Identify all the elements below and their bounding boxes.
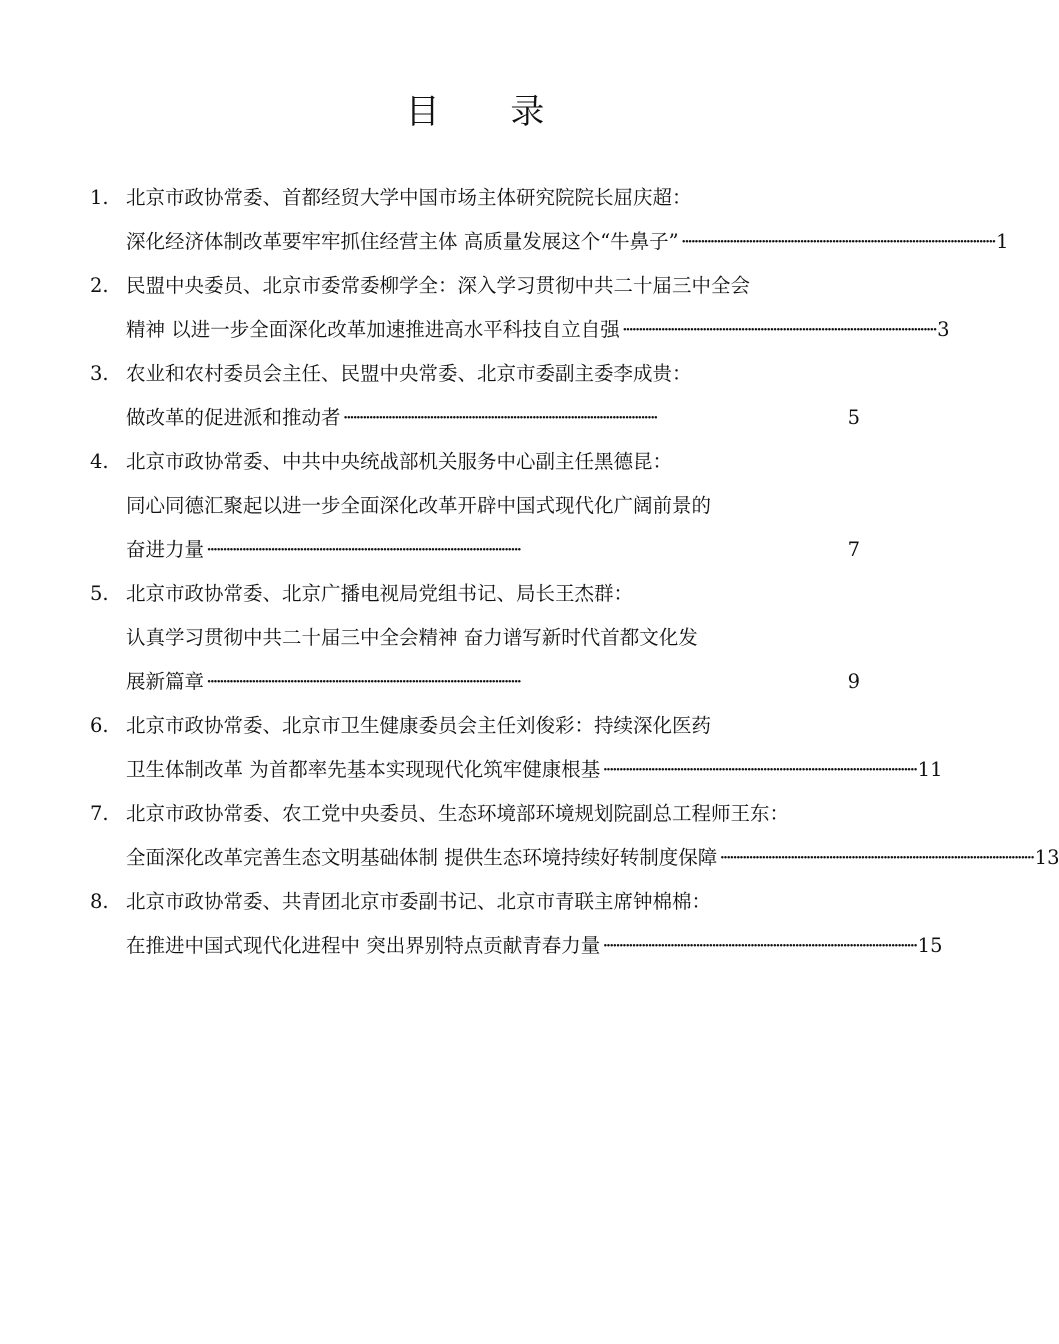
dot-leader: ·································································································· <box>206 670 520 693</box>
toc-entry-1-heading[interactable] <box>90 176 860 220</box>
dot-leader: ·································································································· <box>602 758 916 781</box>
dot-leader: ·································································································· <box>621 318 936 341</box>
toc-entry-title: 深化经济体制改革要牢牢抓住经营主体 高质量发展这个“牛鼻子” <box>126 230 679 253</box>
toc-entry-5-title-line[interactable] <box>90 616 860 660</box>
toc-page-number: 3 <box>937 318 950 341</box>
toc-entry-7-heading[interactable] <box>90 792 860 836</box>
toc-entry-title-line: 认真学习贯彻中共二十届三中全会精神 奋力谱写新时代首都文化发 <box>126 626 698 649</box>
dot-leader: ·································································································· <box>342 406 656 429</box>
toc-entry-title: 全面深化改革完善生态文明基础体制 提供生态环境持续好转制度保障 <box>126 846 718 869</box>
toc-entry-4-title-line[interactable] <box>90 484 860 528</box>
toc-entry-title: 奋进力量 <box>126 538 205 561</box>
dot-leader: ·································································································· <box>206 538 520 561</box>
toc-entry-7-title[interactable] <box>90 836 1059 880</box>
toc-entry-heading: 北京市政协常委、共青团北京市委副书记、北京市青联主席钟棉棉： <box>126 890 712 913</box>
toc-entry-heading: 民盟中央委员、北京市委常委柳学全：深入学习贯彻中共二十届三中全会 <box>126 274 751 297</box>
toc-entry-3-title[interactable] <box>90 396 860 440</box>
toc-page-number: 1 <box>996 230 1009 253</box>
toc-entry-4-title[interactable] <box>90 528 860 572</box>
toc-entry-2-title[interactable] <box>90 308 950 352</box>
toc-entry-title-line: 同心同德汇聚起以进一步全面深化改革开辟中国式现代化广阔前景的 <box>126 494 712 517</box>
toc-entry-number: 6. <box>90 714 109 737</box>
toc-entry-title: 在推进中国式现代化进程中 突出界别特点贡献青春力量 <box>126 934 601 957</box>
toc-entry-title: 做改革的促进派和推动者 <box>126 406 341 429</box>
toc-page-number: 11 <box>917 758 943 781</box>
toc-entry-number: 2. <box>90 274 109 297</box>
dot-leader: ·································································································· <box>719 846 1033 869</box>
toc-entry-6-heading[interactable] <box>90 704 860 748</box>
table-of-contents <box>90 176 1059 968</box>
toc-entry-1-title[interactable] <box>90 220 1009 264</box>
toc-entry-heading: 北京市政协常委、北京广播电视局党组书记、局长王杰群： <box>126 582 634 605</box>
toc-page-number: 13 <box>1034 846 1059 869</box>
toc-entry-5-title[interactable] <box>90 660 860 704</box>
toc-entry-3-heading[interactable] <box>90 352 860 396</box>
dot-leader: ·································································································· <box>680 230 995 253</box>
toc-entry-number: 8. <box>90 890 109 913</box>
toc-entry-title: 精神 以进一步全面深化改革加速推进高水平科技自立自强 <box>126 318 620 341</box>
toc-entry-5-heading[interactable] <box>90 572 860 616</box>
toc-entry-heading: 北京市政协常委、北京市卫生健康委员会主任刘俊彩：持续深化医药 <box>126 714 712 737</box>
toc-entry-number: 4. <box>90 450 109 473</box>
toc-entry-number: 1. <box>90 186 109 209</box>
toc-page-number: 15 <box>917 934 943 957</box>
page-title: 目 录 <box>405 92 575 132</box>
toc-entry-heading: 北京市政协常委、农工党中央委员、生态环境部环境规划院副总工程师王东： <box>126 802 790 825</box>
toc-entry-number: 3. <box>90 362 109 385</box>
toc-entry-heading: 北京市政协常委、首都经贸大学中国市场主体研究院院长屈庆超： <box>126 186 692 209</box>
toc-entry-2-heading[interactable] <box>90 264 860 308</box>
toc-entry-heading: 北京市政协常委、中共中央统战部机关服务中心副主任黑德昆： <box>126 450 673 473</box>
toc-entry-number: 5. <box>90 582 109 605</box>
toc-page-number: 5 <box>847 406 860 429</box>
toc-entry-6-title[interactable] <box>90 748 943 792</box>
toc-entry-4-heading[interactable] <box>90 440 860 484</box>
toc-entry-title: 卫生体制改革 为首都率先基本实现现代化筑牢健康根基 <box>126 758 601 781</box>
toc-entry-heading: 农业和农村委员会主任、民盟中央常委、北京市委副主委李成贵： <box>126 362 692 385</box>
toc-page-number: 7 <box>847 538 860 561</box>
toc-entry-8-heading[interactable] <box>90 880 860 924</box>
toc-entry-number: 7. <box>90 802 109 825</box>
toc-page-number: 9 <box>847 670 860 693</box>
dot-leader: ·································································································· <box>602 934 916 957</box>
toc-entry-title: 展新篇章 <box>126 670 205 693</box>
toc-entry-8-title[interactable] <box>90 924 943 968</box>
